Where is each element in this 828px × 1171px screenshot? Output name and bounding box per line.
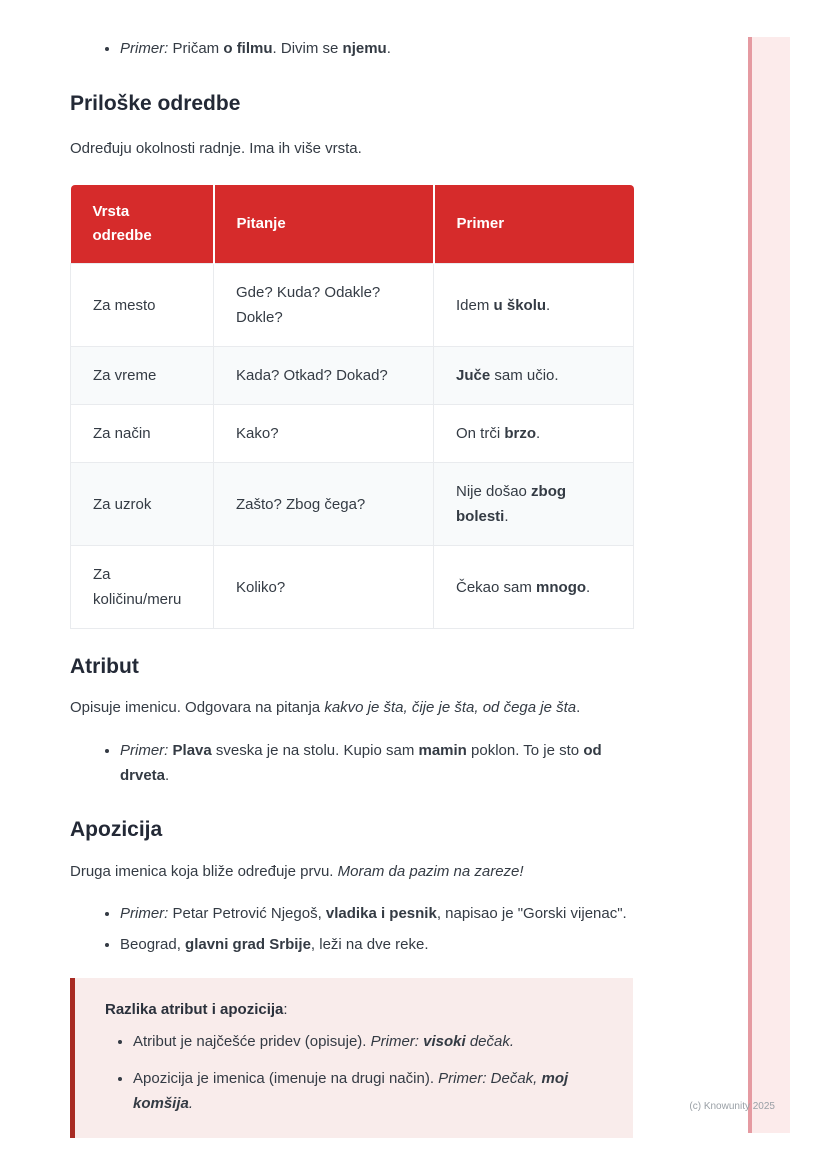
list-item: • Primer: Petar Petrović Njegoš, vladika i pesnik, napisao je "Gorski vijenac". — [120, 902, 633, 925]
cell-pitanje: Gde? Kuda? Odakle? Dokle? — [214, 264, 434, 347]
callout-title: Razlika atribut i apozicija: — [105, 1001, 288, 1018]
table-row — [71, 405, 634, 463]
cell-pitanje: Zašto? Zbog čega? — [214, 463, 434, 546]
atribut-bullet-list — [70, 738, 633, 788]
copyright-footer: (c) Knowunity 2025 — [689, 1101, 775, 1112]
cell-vrsta: Za vreme — [71, 347, 214, 405]
document-content — [70, 0, 633, 1138]
section-heading-priloske-odredbe: Priloške odredbe — [70, 92, 241, 115]
cell-vrsta: Za mesto — [71, 264, 214, 347]
section-heading-apozicija: Apozicija — [70, 818, 163, 841]
callout-bullet-list — [105, 1029, 603, 1116]
cell-pitanje: Kako? — [214, 405, 434, 463]
apozicija-intro-text: Druga imenica koja bliže određuje prvu. Moram da pazim na zareze! — [70, 863, 524, 880]
cell-vrsta: Za količinu/meru — [71, 546, 214, 629]
table-row — [71, 463, 634, 546]
table-row — [71, 546, 634, 629]
cell-primer: Juče sam učio. — [434, 347, 634, 405]
column-header-vrsta-odredbe: Vrsta odredbe — [71, 185, 214, 264]
apozicija-bullet-list — [70, 902, 633, 956]
cell-primer: Idem u školu. — [434, 264, 634, 347]
list-item: • Primer: Plava sveska je na stolu. Kupio sam mamin poklon. To je sto od drveta. — [120, 738, 633, 788]
cell-vrsta: Za uzrok — [71, 463, 214, 546]
list-item: • Atribut je najčešće pridev (opisuje). Primer: visoki dečak. — [133, 1029, 603, 1054]
column-header-primer: Primer — [434, 185, 634, 264]
table-row — [71, 347, 634, 405]
cell-vrsta: Za način — [71, 405, 214, 463]
page-edge-decoration — [748, 37, 790, 1133]
cell-primer: On trči brzo. — [434, 405, 634, 463]
callout-razlika-box — [70, 978, 633, 1138]
cell-primer: Nije došao zbog bolesti. — [434, 463, 634, 546]
section-heading-atribut: Atribut — [70, 655, 139, 678]
column-header-pitanje: Pitanje — [214, 185, 434, 264]
priloske-intro-text: Određuju okolnosti radnje. Ima ih više vrsta. — [70, 140, 362, 157]
cell-pitanje: Koliko? — [214, 546, 434, 629]
atribut-intro-text: Opisuje imenicu. Odgovara na pitanja kakvo je šta, čije je šta, od čega je šta. — [70, 699, 581, 716]
cell-pitanje: Kada? Otkad? Dokad? — [214, 347, 434, 405]
cell-primer: Čekao sam mnogo. — [434, 546, 634, 629]
list-item: • Beograd, glavni grad Srbije, leži na dve reke. — [120, 933, 633, 956]
list-item: • Primer: Pričam o filmu. Divim se njemu. — [120, 37, 633, 60]
table-row — [71, 264, 634, 347]
table-header-row — [71, 185, 634, 264]
intro-bullet-list — [70, 37, 633, 60]
odredbe-table — [70, 185, 634, 629]
list-item: • Apozicija je imenica (imenuje na drugi način). Primer: Dečak, moj komšija. — [133, 1066, 603, 1116]
